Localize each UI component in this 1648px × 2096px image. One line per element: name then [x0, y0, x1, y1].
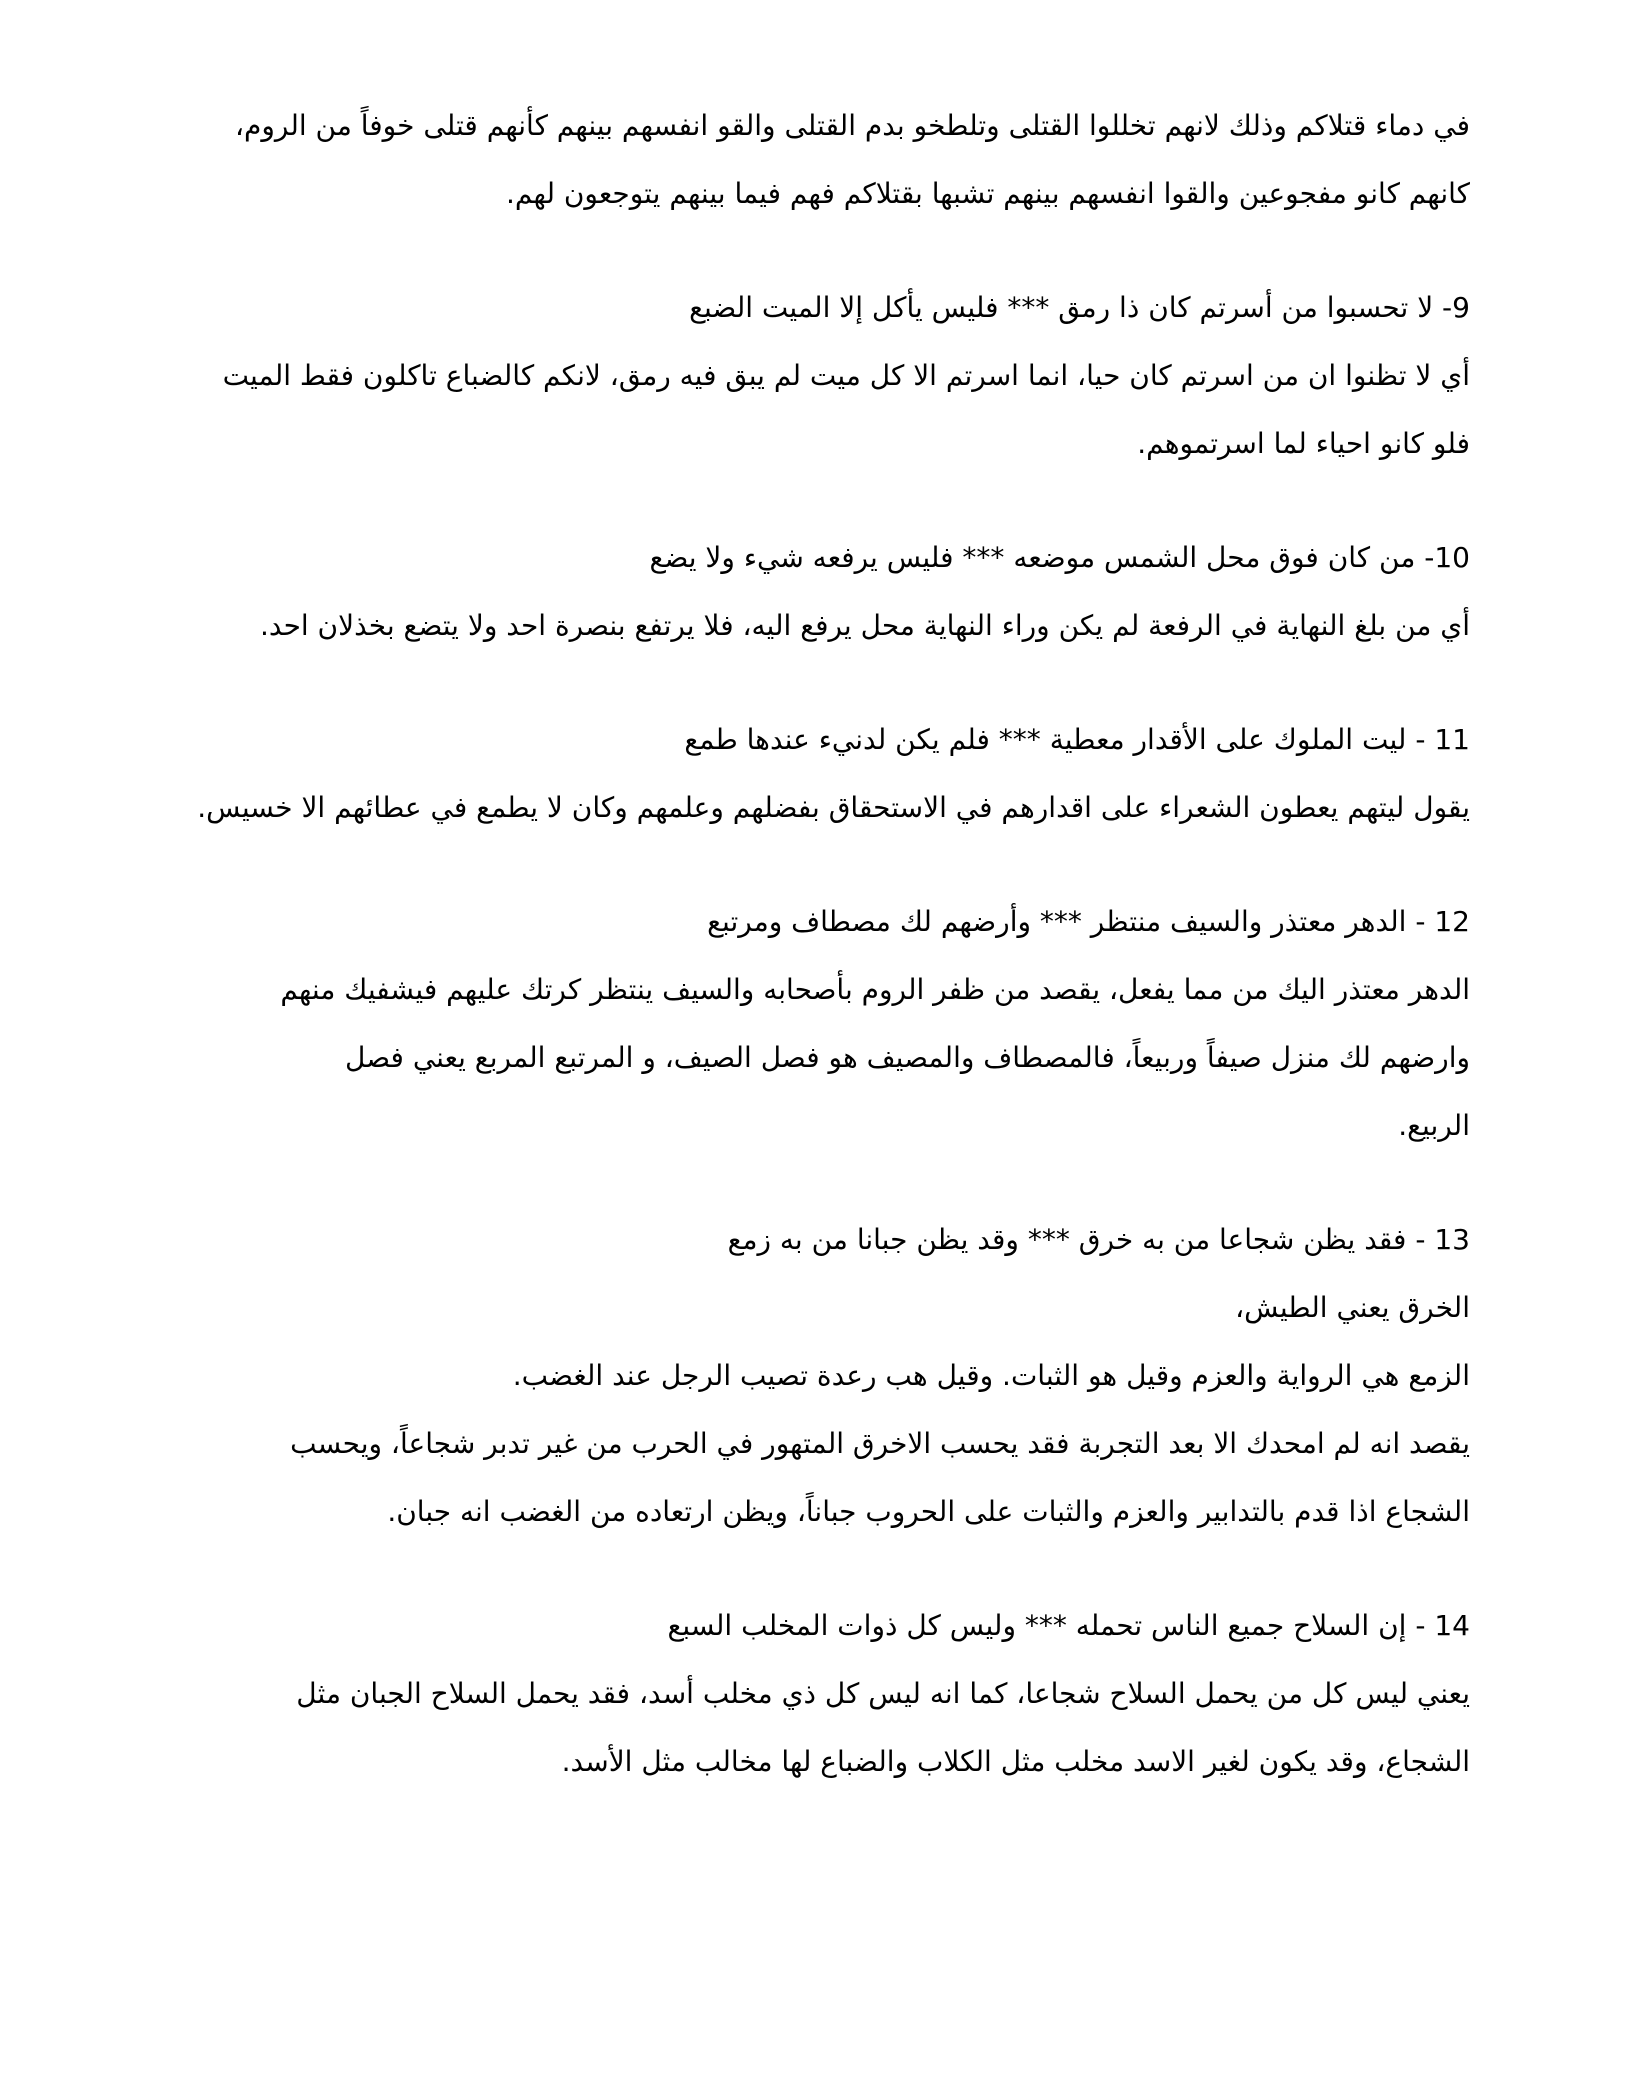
text-line: كانهم كانو مفجوعين والقوا انفسهم بينهم تشبها بقتلاكم فهم فيما بينهم يتوجعون لهم.	[506, 177, 1470, 210]
verse-entry-11	[160, 720, 1470, 828]
verse-line: 11 - ليت الملوك على الأقدار معطية *** فلم يكن لدنيء عندها طمع	[684, 723, 1470, 756]
verse-line: 9- لا تحسبوا من أسرتم كان ذا رمق *** فليس يأكل إلا الميت الضبع	[689, 291, 1470, 324]
verse-entry-12	[160, 902, 1470, 1146]
commentary-line: أي لا تظنوا ان من اسرتم كان حيا، انما اسرتم الا كل ميت لم يبق فيه رمق، لانكم كالضباع تاكلون فقط الميت	[222, 359, 1470, 392]
commentary-line: يقصد انه لم امحدك الا بعد التجربة فقد يحسب الاخرق المتهور في الحرب من غير تدبر شجاعاً، ويحسب	[290, 1427, 1470, 1460]
commentary-line: الدهر معتذر اليك من مما يفعل، يقصد من ظفر الروم بأصحابه والسيف ينتظر كرتك عليهم فيشفيك منهم	[280, 973, 1470, 1006]
verse-entry-14	[160, 1606, 1470, 1782]
commentary-line: الشجاع، وقد يكون لغير الاسد مخلب مثل الكلاب والضباع لها مخالب مثل الأسد.	[561, 1745, 1470, 1778]
paragraph-continuation	[160, 106, 1470, 214]
commentary-line: الربيع.	[1398, 1109, 1470, 1142]
verse-line: 12 - الدهر معتذر والسيف منتظر *** وأرضهم لك مصطاف ومرتبع	[707, 905, 1470, 938]
commentary-line: الخرق يعني الطيش،	[1235, 1291, 1470, 1324]
verse-entry-13	[160, 1220, 1470, 1532]
commentary-line: الزمع هي الرواية والعزم وقيل هو الثبات. وقيل هب رعدة تصيب الرجل عند الغضب.	[512, 1359, 1470, 1392]
commentary-line: أي من بلغ النهاية في الرفعة لم يكن وراء النهاية محل يرفع اليه، فلا يرتفع بنصرة احد ولا يتضع بخذلان احد.	[259, 609, 1470, 642]
text-line: في دماء قتلاكم وذلك لانهم تخللوا القتلى وتلطخو بدم القتلى والقو انفسهم بينهم كأنهم قتلى خوفاً من الروم،	[235, 109, 1470, 142]
verse-line: 14 - إن السلاح جميع الناس تحمله *** وليس كل ذوات المخلب السبع	[667, 1609, 1470, 1642]
commentary-line: وارضهم لك منزل صيفاً وربيعاً، فالمصطاف والمصيف هو فصل الصيف، و المرتبع المربع يعني فصل	[345, 1041, 1470, 1074]
verse-entry-10	[160, 538, 1470, 646]
commentary-line: الشجاع اذا قدم بالتدابير والعزم والثبات على الحروب جباناً، ويظن ارتعاده من الغضب انه جبان.	[387, 1495, 1470, 1528]
commentary-line: يقول ليتهم يعطون الشعراء على اقدارهم في الاستحقاق بفضلهم وعلمهم وكان لا يطمع في عطائهم الا خسيس.	[197, 791, 1470, 824]
verse-line: 13 - فقد يظن شجاعا من به خرق *** وقد يظن جبانا من به زمع	[727, 1223, 1470, 1256]
commentary-line: يعني ليس كل من يحمل السلاح شجاعا، كما انه ليس كل ذي مخلب أسد، فقد يحمل السلاح الجبان مثل	[296, 1677, 1470, 1710]
text-body	[160, 106, 1470, 1782]
commentary-line: فلو كانو احياء لما اسرتموهم.	[1137, 427, 1470, 460]
verse-entry-9	[160, 288, 1470, 464]
verse-line: 10- من كان فوق محل الشمس موضعه *** فليس يرفعه شيء ولا يضع	[649, 541, 1470, 574]
